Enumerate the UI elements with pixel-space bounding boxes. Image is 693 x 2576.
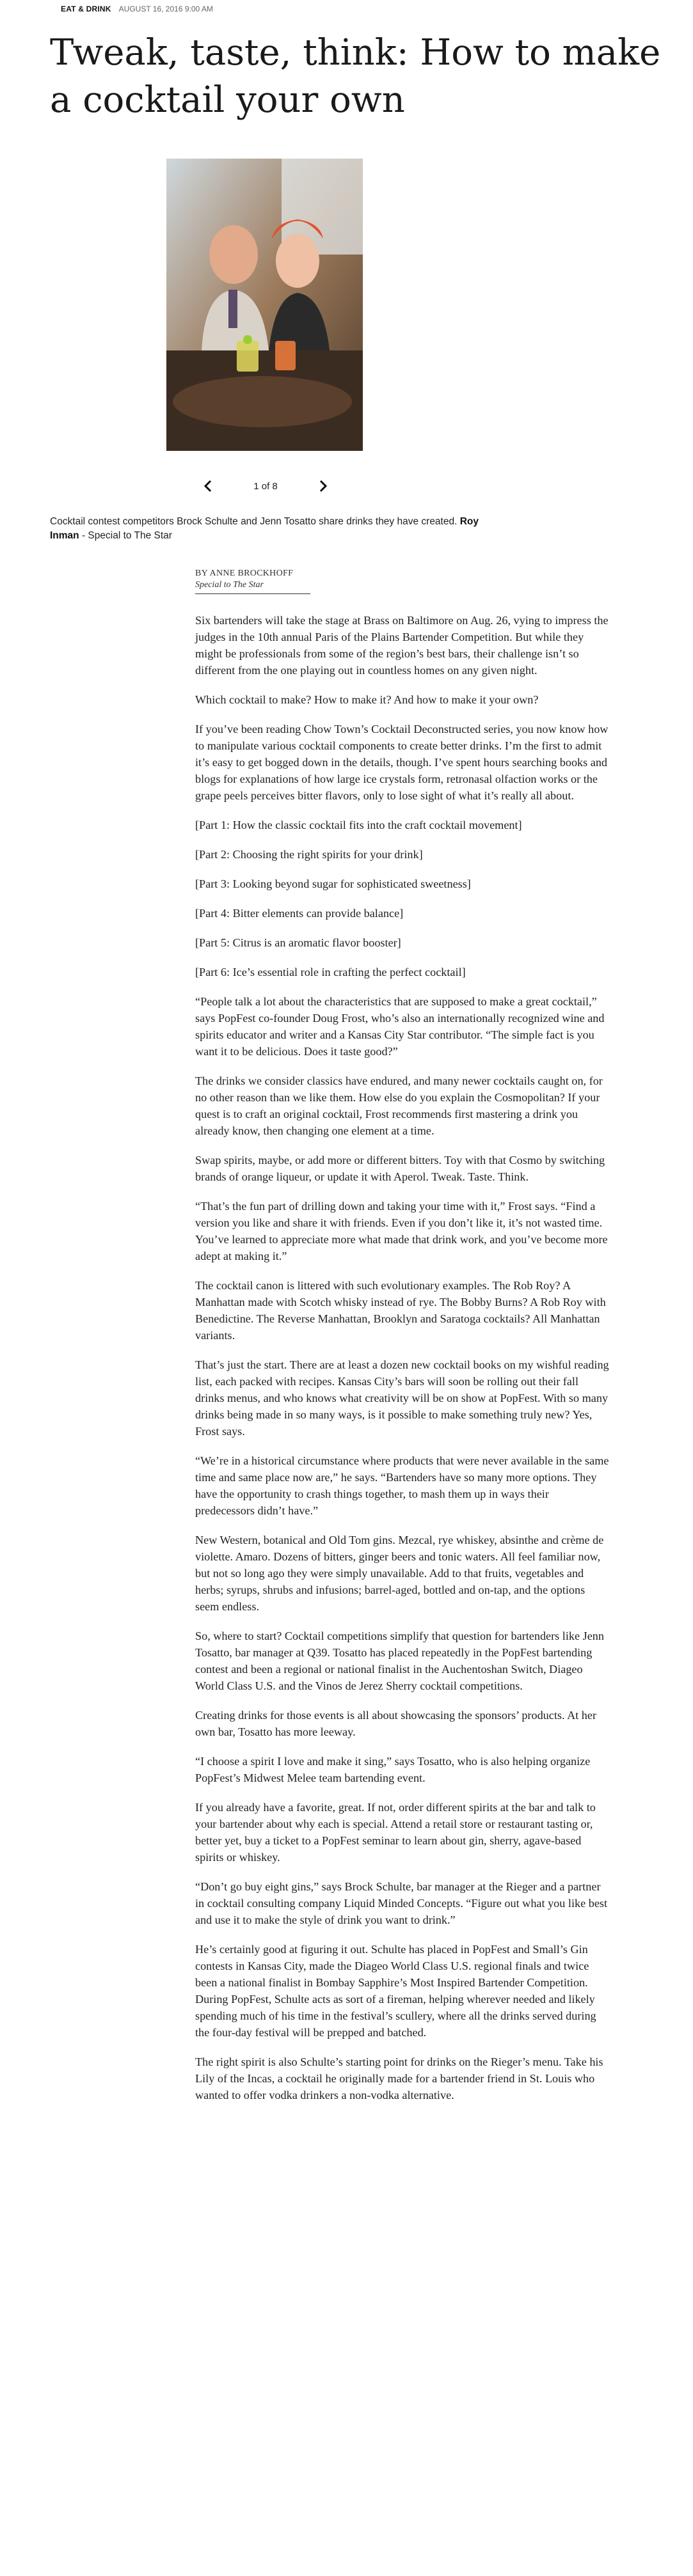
- article-paragraph: New Western, botanical and Old Tom gins. Mezcal, rye whiskey, absinthe and crème de violette. Amaro. Dozens of bitters, ginger beers and tonic waters. All feel familiar now, but not so long ago they were simply unavailable. Add to that fruits, vegetables and herbs; syrups, shrubs and infusions; barrel-aged, bottled and on-tap, and the options seem endless.: [195, 1534, 604, 1613]
- article-paragraph: If you’ve been reading Chow Town’s Cocktail Deconstructed series, you now know how to manipulate various cocktail components to create better drinks. I’m the first to admit it’s easy to get bogged down in the details, though. I’ve spent hours searching books and blogs for explanations of how large ice crystals form, retronasal olfaction works or the grape peels perceives bitter flavors, only to lose sight of what it’s really all about.: [195, 723, 609, 802]
- gallery-photo[interactable]: [166, 159, 363, 451]
- top-bar: [0, 0, 693, 18]
- article-paragraph: “I choose a spirit I love and make it sing,” says Tosatto, who is also helping organize PopFest’s Midwest Melee team bartending event.: [195, 1755, 591, 1784]
- article-paragraph: The right spirit is also Schulte’s starting point for drinks on the Rieger’s menu. Take his Lily of the Incas, a cocktail he originally made for a bartender friend in St. Louis who wanted to offer vodka drinkers a non-vodka alternative.: [195, 2055, 603, 2101]
- photo-illustration: [166, 159, 363, 451]
- photo-caption: [50, 515, 485, 543]
- byline: [195, 569, 387, 594]
- article-paragraph: Swap spirits, maybe, or add more or different bitters. Toy with that Cosmo by switching brands of orange liqueur, or update it with Aperol. Tweak. Taste. Think.: [195, 1154, 605, 1183]
- gallery-nav: [198, 476, 333, 496]
- photo-credit-affiliation: - Special to The Star: [79, 530, 172, 541]
- article-paragraph: The drinks we consider classics have endured, and many newer cocktails caught on, for no other reason than we like them. How else do you explain the Cosmopolitan? If your quest is to craft an original cocktail, Frost recommends first mastering a drink you already know, then changing one element at a time.: [195, 1074, 603, 1137]
- byline-author[interactable]: BY ANNE BROCKHOFF: [195, 569, 294, 578]
- caption-text: Cocktail contest competitors Brock Schulte and Jenn Tosatto share drinks they have created.: [50, 516, 460, 527]
- prev-button[interactable]: [198, 476, 218, 496]
- article-paragraph: So, where to start? Cocktail competitions simplify that question for bartenders like Jenn Tosatto, bar manager at Q39. Tosatto has placed repeatedly in the PopFest bartending contest and been a regional or national finalist in the Auchentoshan Switch, Diageo World Class U.S. and the Vinos de Jerez Sherry cocktail competitions.: [195, 1630, 604, 1692]
- article-paragraph: That’s just the start. There are at least a dozen new cocktail books on my wishful reading list, each packed with recipes. Kansas City’s bars will soon be rolling out their fall drinks menus, and who knows what creativity will be on show at PopFest. With so many drinks being made in so many ways, is it possible to make something truly new? Yes, Frost says.: [195, 1358, 609, 1438]
- chevron-left-icon: [203, 480, 213, 492]
- photo-credit-name: Roy Inman: [50, 516, 479, 541]
- article-paragraph[interactable]: [Part 6: Ice’s essential role in crafting the perfect cocktail]: [195, 966, 466, 978]
- article-paragraph: If you already have a favorite, great. If not, order different spirits at the bar and talk to your bartender about why each is special. Attend a retail store or restaurant tasting or, better yet, buy a ticket to a PopFest seminar to learn about gin, sherry, agave-based spirits or whiskey.: [195, 1801, 596, 1864]
- publish-date: AUGUST 16, 2016 9:00 AM: [118, 4, 213, 13]
- byline-affiliation: Special to The Star: [195, 580, 264, 590]
- article-body: [195, 612, 609, 2103]
- section-label[interactable]: EAT & DRINK: [61, 4, 111, 13]
- byline-divider: [195, 593, 310, 594]
- article-paragraph: The cocktail canon is littered with such evolutionary examples. The Rob Roy? A Manhattan made with Scotch whisky instead of rye. The Bobby Burns? A Rob Roy with Benedictine. The Reverse Manhattan, Brooklyn and Saratoga cocktails? All Manhattan variants.: [195, 1279, 606, 1342]
- gallery-counter: 1 of 8: [253, 480, 278, 492]
- headline: Tweak, taste, think: How to make a cocktail your own: [50, 32, 661, 121]
- article-paragraph: Creating drinks for those events is all about showcasing the sponsors’ products. At her own bar, Tosatto has more leeway.: [195, 1709, 597, 1738]
- chevron-right-icon: [318, 480, 328, 492]
- article-paragraph: Which cocktail to make? How to make it? And how to make it your own?: [195, 693, 539, 706]
- article-paragraph[interactable]: [Part 4: Bitter elements can provide balance]: [195, 907, 404, 920]
- article-paragraph: “We’re in a historical circumstance where products that were never available in the same time and same place now are,” he says. “Bartenders have so many more options. They have the opportunity to crash things together, to mash them up in ways their predecessors didn’t have.”: [195, 1454, 609, 1517]
- article-paragraph[interactable]: [Part 2: Choosing the right spirits for your drink]: [195, 848, 423, 861]
- article-paragraph: Six bartenders will take the stage at Brass on Baltimore on Aug. 26, vying to impress the judges in the 10th annual Paris of the Plains Bartender Competition. But while they might be professionals from some of the region’s best bars, their challenge isn’t so different from the one playing out in countless homes on any given night.: [195, 614, 609, 677]
- article-paragraph: “Don’t go buy eight gins,” says Brock Schulte, bar manager at the Rieger and a partner in cocktail consulting company Liquid Minded Concepts. “Figure out what you like best and use it to make the style of drink you want to drink.”: [195, 1880, 608, 1926]
- article-paragraph: “People talk a lot about the characteristics that are supposed to make a great cocktail,” says PopFest co-founder Doug Frost, who’s also an internationally recognized wine and spirits educator and writer and a Kansas City Star contributor. “The simple fact is you want it to be delicious. Does it taste good?”: [195, 995, 605, 1058]
- article-paragraph: He’s certainly good at figuring it out. Schulte has placed in PopFest and Small’s Gin contests in Kansas City, made the Diageo World Class U.S. regional finals and twice been a national finalist in Bombay Sapphire’s Most Inspired Bartender Competition. During PopFest, Schulte acts as sort of a fireman, helping wherever needed and likely spending much of his time in the festival’s scullery, where all the drinks served during the four-day festival will be prepped and batched.: [195, 1943, 596, 2039]
- article-paragraph[interactable]: [Part 3: Looking beyond sugar for sophisticated sweetness]: [195, 877, 471, 890]
- article-paragraph: “That’s the fun part of drilling down and taking your time with it,” Frost says. “Find a version you like and share it with friends. Even if you don’t like it, it’s not wasted time. You’ve learned to appreciate more what made that drink work, and you’ve become more adept at making it.”: [195, 1200, 608, 1262]
- article-paragraph[interactable]: [Part 1: How the classic cocktail fits into the craft cocktail movement]: [195, 819, 522, 831]
- next-button[interactable]: [314, 476, 333, 496]
- article-paragraph[interactable]: [Part 5: Citrus is an aromatic flavor booster]: [195, 936, 401, 949]
